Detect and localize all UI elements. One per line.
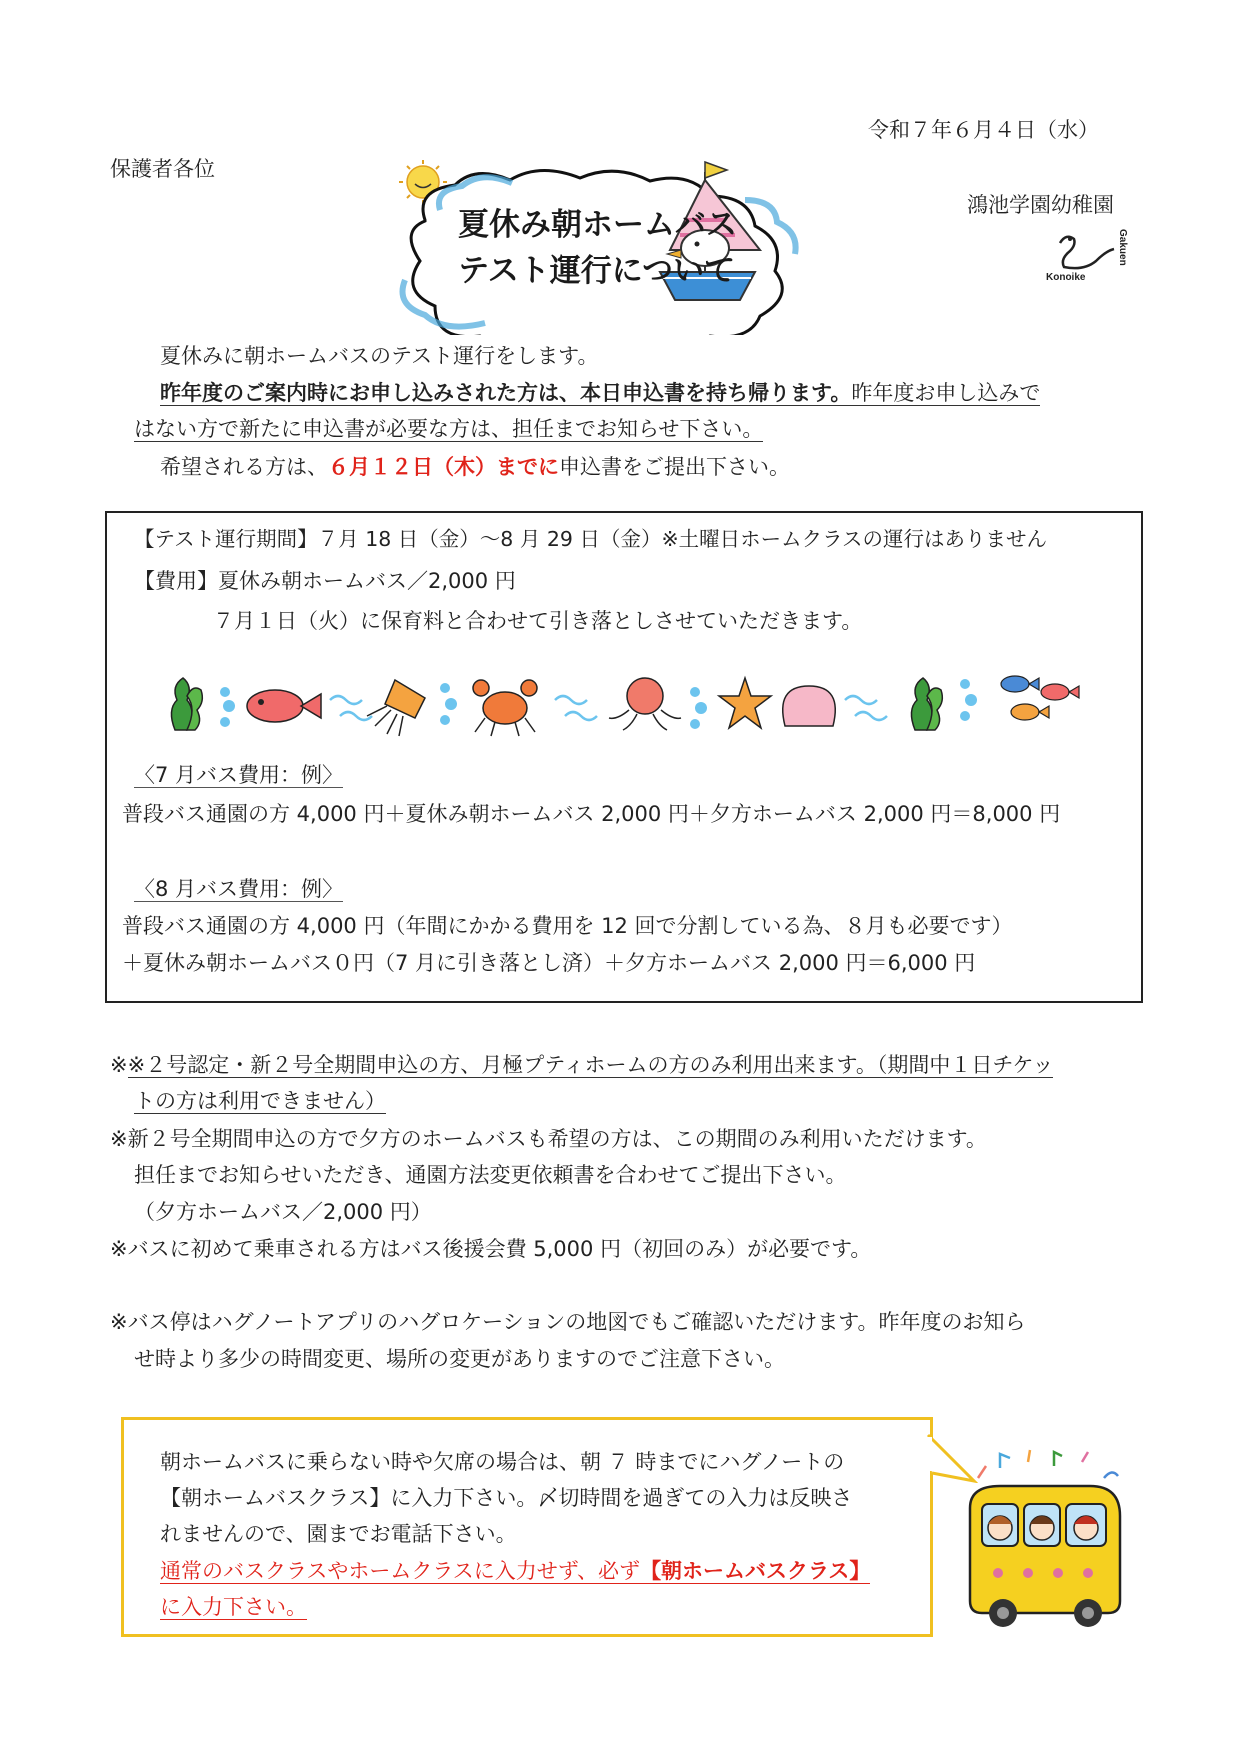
notice-line-1: 朝ホームバスに乗らない時や欠席の場合は、朝 ７ 時までにハグノートの [160, 1450, 845, 1474]
note-2-line-3: （夕方ホームバス／2,000 円） [134, 1200, 432, 1224]
seaweed-icon [911, 678, 942, 730]
intro-line-4-pre: 希望される方は、 [160, 455, 328, 479]
july-example-heading [134, 760, 343, 790]
intro-line-4 [160, 452, 790, 482]
school-name: 鴻池学園幼稚園 [967, 193, 1114, 217]
fish-icon [247, 690, 321, 722]
document-date: 令和７年６月４日（水） [868, 118, 1099, 142]
july-heading-text: 〈7 月バス費用：例〉 [134, 763, 344, 787]
octopus-icon [609, 678, 681, 730]
intro-line-1: 夏休みに朝ホームバスのテスト運行をします。 [160, 344, 599, 368]
intro-line-3-text: はない方で新たに申込書が必要な方は、担任までお知らせ下さい。 [134, 417, 764, 441]
notice-warning-end: に入力下さい。 [160, 1595, 307, 1619]
intro-line-3 [134, 414, 763, 444]
logo-text-konoike: Konoike [1046, 272, 1086, 283]
notice-line-2: 【朝ホームバスクラス】に入力下さい。〆切時間を過ぎての入力は反映さ [160, 1486, 853, 1510]
notice-line-5 [160, 1592, 307, 1622]
intro-line-2-rest: 昨年度お申し込みで [851, 381, 1041, 405]
title-line-1: 夏休み朝ホームバス [458, 207, 737, 243]
shell-icon [783, 686, 836, 726]
note-4-line-1: ※バス停はハグノートアプリのハグロケーションの地図でもご確認いただけます。昨年度のお知ら [110, 1310, 1026, 1334]
fee-line: 【費用】夏休み朝ホームバス／2,000 円 [134, 569, 516, 593]
fee-note: ７月１日（火）に保育料と合わせて引き落としさせていただきます。 [213, 609, 863, 633]
starfish-icon [719, 678, 771, 728]
small-fish-icon [1001, 676, 1079, 720]
music-notes-icon [978, 1450, 1118, 1478]
note-1-line-2 [134, 1086, 386, 1116]
children-faces-icon [988, 1516, 1098, 1540]
squid-icon [367, 680, 425, 736]
school-bus-illustration [958, 1448, 1128, 1633]
notice-line-3: れませんので、園までお電話下さい。 [160, 1522, 517, 1546]
seaweed-icon [171, 678, 202, 730]
july-example-line: 普段バス通園の方 4,000 円＋夏休み朝ホームバス 2,000 円＋夕方ホームバス 2,000 円＝8,000 円 [122, 802, 1061, 826]
august-example-line-2: ＋夏休み朝ホームバス０円（7 月に引き落とし済）＋夕方ホームバス 2,000 円＝6,000 円 [122, 951, 976, 975]
bubbles-icon [220, 687, 235, 727]
note-3: ※バスに初めて乗車される方はバス後援会費 5,000 円（初回のみ）が必要です。 [110, 1237, 872, 1261]
notice-class-name: 【朝ホームバスクラス】 [640, 1559, 871, 1583]
title-line-2: テスト運行について [458, 253, 736, 289]
intro-line-2-bold: 昨年度のご案内時にお申し込みされた方は、本日申込書を持ち帰ります。 [160, 381, 852, 405]
school-logo [1040, 225, 1130, 285]
notice-warning-text: 通常のバスクラスやホームクラスに入力せず、必ず [160, 1559, 641, 1583]
note-2-line-2: 担任までお知らせいただき、通園方法変更依頼書を合わせてご提出下さい。 [134, 1163, 847, 1187]
august-heading-text: 〈8 月バス費用：例〉 [134, 877, 344, 901]
deadline-text: ６月１２日（木）までに [328, 455, 559, 479]
note-1-mark: ※ [110, 1053, 128, 1077]
note-2-line-1: ※新２号全期間申込の方で夕方のホームバスも希望の方は、この期間のみ利用いただけます。 [110, 1127, 987, 1151]
note-1-line-1 [110, 1050, 1053, 1080]
note-1-text-cont: トの方は利用できません） [134, 1089, 386, 1113]
notice-line-4 [160, 1556, 870, 1586]
title-cloud-illustration [385, 160, 860, 335]
recipient: 保護者各位 [110, 157, 215, 181]
note-1-text: ※２号認定・新２号全期間申込の方、月極プティホームの方のみ利用出来ます。（期間中１日チケッ [127, 1053, 1054, 1077]
crab-icon [473, 680, 537, 736]
test-period: 【テスト運行期間】７月 18 日（金）～8 月 29 日（金）※土曜日ホームクラスの運行はありません [134, 527, 1048, 551]
august-example-line-1: 普段バス通園の方 4,000 円（年間にかかる費用を 12 回で分割している為、８月も必要です） [122, 914, 1013, 938]
note-4-line-2: せ時より多少の時間変更、場所の変更がありますのでご注意下さい。 [134, 1347, 785, 1371]
intro-line-2 [160, 378, 1040, 408]
intro-line-4-post: 申込書をご提出下さい。 [559, 455, 790, 479]
sea-creatures-decoration [165, 670, 1100, 740]
august-example-heading [134, 874, 343, 904]
logo-text-gakuen: Gakuen [1117, 229, 1128, 266]
